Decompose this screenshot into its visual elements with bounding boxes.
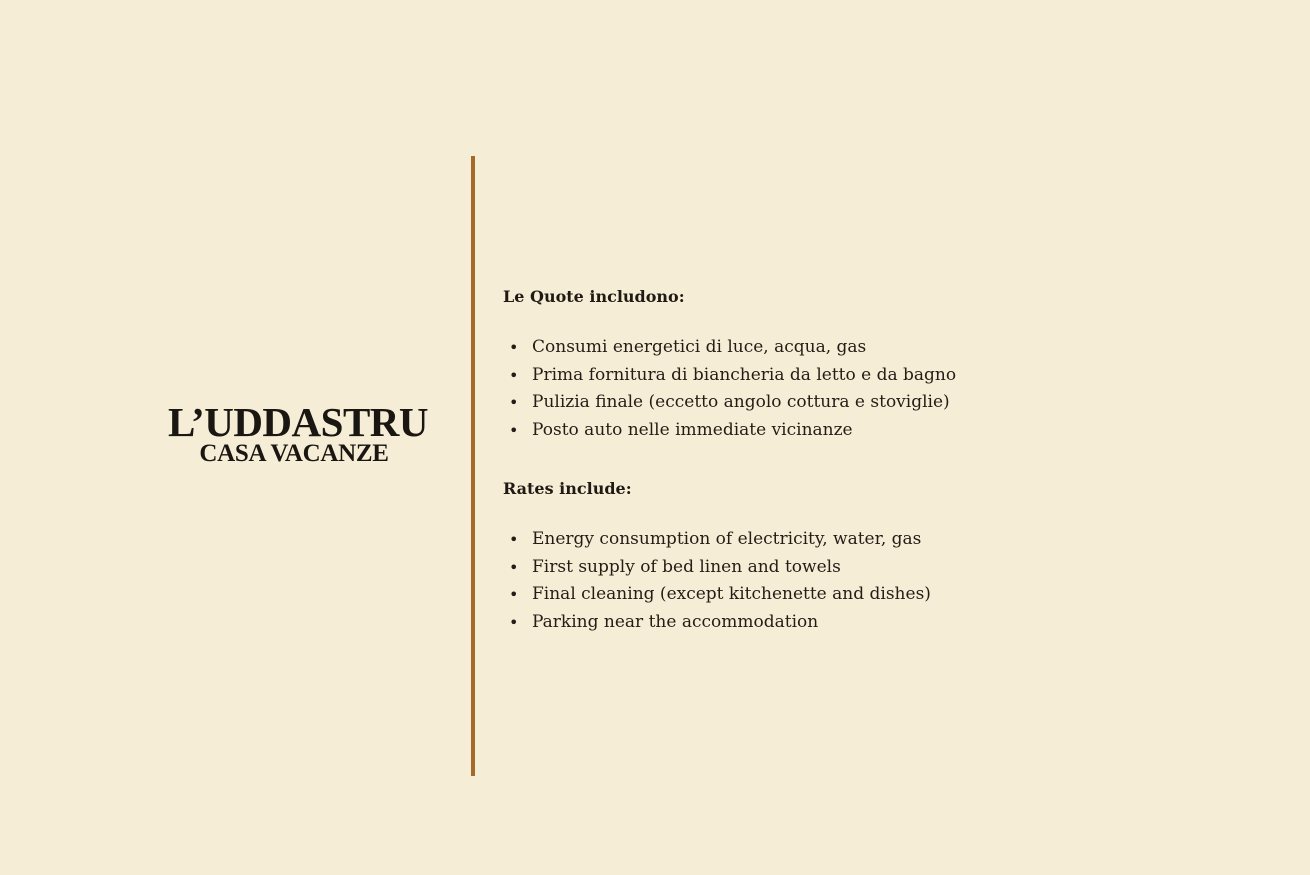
english-heading: Rates include: — [503, 479, 632, 498]
italian-section — [503, 286, 1263, 444]
italian-list — [503, 334, 1263, 444]
vertical-divider — [471, 156, 475, 776]
list-item: • Energy consumption of electricity, water, gas — [503, 526, 1263, 554]
brand-logo — [150, 399, 446, 467]
english-list — [503, 526, 1263, 636]
list-item: • Parking near the accommodation — [503, 609, 1263, 637]
english-section — [503, 478, 1263, 636]
list-item: • Final cleaning (except kitchenette and dishes) — [503, 581, 1263, 609]
brand-title: L’UDDASTRU — [167, 399, 429, 445]
italian-heading: Le Quote includono: — [503, 287, 685, 306]
brand-subtitle: CASA VACANZE — [199, 440, 389, 467]
list-item: • Pulizia finale (eccetto angolo cottura e stoviglie) — [503, 389, 1263, 417]
rates-content — [503, 286, 1263, 636]
list-item: • First supply of bed linen and towels — [503, 554, 1263, 582]
list-item: • Consumi energetici di luce, acqua, gas — [503, 334, 1263, 362]
list-item: • Prima fornitura di biancheria da letto e da bagno — [503, 362, 1263, 390]
list-item: • Posto auto nelle immediate vicinanze — [503, 417, 1263, 445]
